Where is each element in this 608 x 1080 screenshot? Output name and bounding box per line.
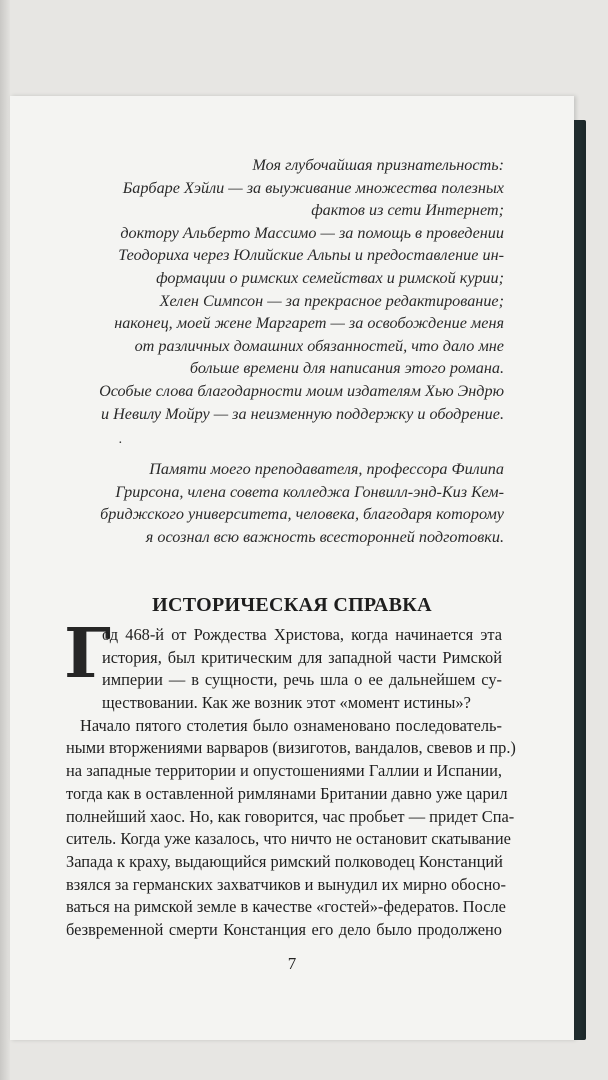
dedication-line: Грирсона, члена совета колледжа Гонвилл-энд-Киз Кем- — [115, 482, 504, 501]
acknowledgements-block — [34, 154, 504, 425]
body-line: ществовании. Как же возник этот «момент истины»? — [102, 693, 471, 713]
body-line: од 468-й от Рождества Христова, когда начинается эта — [102, 625, 502, 644]
body-line: ситель. Когда уже казалось, что ничто не остановит скатывание — [66, 829, 511, 849]
ack-line: доктору Альберто Массимо — за помощь в проведении — [120, 223, 504, 242]
dedication-block — [34, 458, 504, 548]
body-line: безвременной смерти Констанция его дело было продолжено — [66, 919, 502, 939]
body-line: полнейший хаос. Но, как говорится, час пробьет — придет Спа- — [66, 806, 515, 826]
ack-line: больше времени для написания этого романа. — [189, 359, 504, 378]
dedication-line: Памяти моего преподавателя, профессора Филипа — [149, 460, 504, 478]
body-line: история, был критическим для западной части Римской — [102, 647, 502, 667]
body-line: ваться на римской земле в качестве «гостей»-федератов. После — [66, 897, 506, 917]
ack-line: формации о римских семействах и римской курии; — [156, 268, 504, 287]
body-line: ными вторжениями варваров (визиготов, вандалов, свевов и пр.) — [66, 738, 516, 758]
ack-line: Теодориха через Юлийские Альпы и предоставление ин- — [118, 246, 504, 265]
body-text — [66, 624, 516, 942]
ack-line: и Невилу Мойру — за неизменную поддержку и ободрение. — [100, 404, 504, 423]
page-number: 7 — [287, 954, 297, 973]
section-title: ИСТОРИЧЕСКАЯ СПРАВКА — [152, 594, 432, 616]
ack-line: Особые слова благодарности моим издателям Хью Эндрю — [99, 381, 504, 400]
dedication-line: бриджского университета, человека, благодаря которому — [100, 505, 504, 524]
body-line: тогда как в оставленной римлянами Британии давно уже царил — [66, 783, 508, 803]
ack-line: наконец, моей жене Маргарет — за освобождение меня — [114, 314, 504, 333]
ack-line: от различных домашних обязанностей, что дало мне — [134, 336, 504, 355]
body-line: взялся за германских захватчиков и вынудил их мирно обосно- — [66, 874, 506, 894]
dedication-line: я осознал всю важность всесторонней подготовки. — [145, 527, 504, 546]
drop-cap: Г — [64, 614, 111, 694]
separator-dot: · — [118, 436, 123, 451]
body-line: Начало пятого столетия было ознаменовано последователь- — [80, 715, 502, 735]
body-line: на западные территории и опустошениями Галлии и Испании, — [66, 761, 502, 781]
book-page — [10, 96, 574, 1040]
ack-line: Хелен Симпсон — за прекрасное редактирование; — [159, 291, 504, 310]
body-line: империи — в сущности, речь шла о ее дальнейшем су- — [102, 670, 502, 690]
left-edge-shadow — [0, 0, 10, 1080]
body-line: Запада к краху, выдающийся римский полководец Констанций — [66, 851, 503, 871]
ack-line: фактов из сети Интернет; — [311, 201, 504, 220]
ack-line: Барбаре Хэйли — за выуживание множества полезных — [122, 178, 504, 197]
ack-line: Моя глубочайшая признательность: — [252, 156, 504, 174]
